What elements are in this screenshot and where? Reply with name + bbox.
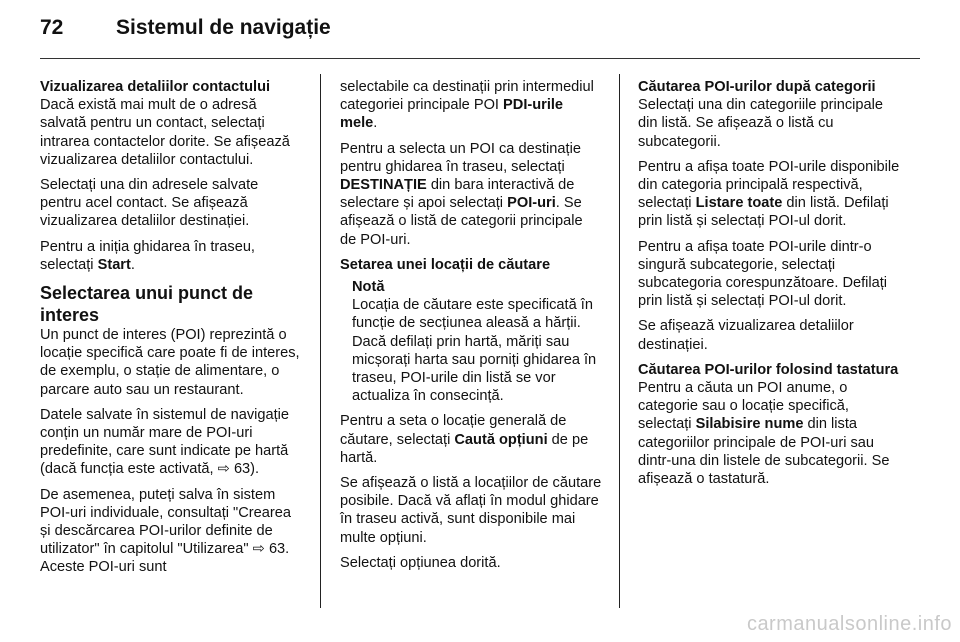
note-heading: Notă [352, 279, 385, 296]
paragraph: Se afișează vizualizarea detaliilor destinației. [638, 318, 854, 353]
page-number: 72 [40, 16, 64, 39]
note-box [340, 278, 602, 405]
paragraph: Pentru a selecta un POI ca destinație pentru ghidarea în traseu, selectați DESTINAȚIE din bara interactivă de selectare și apoi selectați POI-uri. Se afișează o listă de categorii principale de POI-uri. [340, 140, 583, 248]
column-3 [638, 78, 904, 495]
column-1 [40, 78, 302, 584]
watermark: carmanualsonline.info [746, 613, 952, 635]
paragraph: Datele salvate în sistemul de navigație conțin un număr mare de POI-uri predefinite, care sunt indicate pe hartă (dacă funcția este activată, ⇨ 63). [40, 406, 290, 478]
paragraph: Pentru a seta o locație generală de căutare, selectați Caută opțiuni de pe hartă. [340, 413, 589, 466]
paragraph: selectabile ca destinații prin intermediul categoriei principale POI PDI-urile mele. [340, 79, 594, 132]
ui-term: POI-uri [507, 195, 556, 212]
ui-term: Listare toate [695, 195, 783, 212]
ui-term: PDI-urile mele [340, 97, 564, 132]
paragraph: Un punct de interes (POI) reprezintă o locație specifică care poate fi de interes, de exemplu, o stație de alimentare, o parcare auto sau un restaurant. [40, 327, 300, 398]
paragraph: De asemenea, puteți salva în sistem POI-uri individuale, consultați "Crearea și descărcarea POI-urilor definite de utilizator" în capitolul "Utilizarea" ⇨ 63. Aceste POI-uri sunt [40, 486, 291, 576]
paragraph: Pentru a afișa toate POI-urile dintr-o singură subcategorie, selectați subcategoria corespunzătoare. Defilați prin listă și selectați POI-ul dorit. [638, 238, 888, 310]
heading-contact-details: Vizualizarea detaliilor contactului [40, 79, 271, 95]
ui-term: Start [97, 256, 131, 273]
paragraph: Selectați una din adresele salvate pentru acel contact. Se afișează vizualizarea detaliilor destinației. [40, 177, 259, 230]
column-2 [340, 78, 602, 579]
paragraph: Pentru a afișa toate POI-urile disponibile din categoria principală respectivă, selectați Listare toate din listă. Defilați prin listă și selectați POI-ul dorit. [638, 158, 900, 230]
heading-poi-by-keyboard: Căutarea POI-urilor folosind tastatura [638, 361, 899, 378]
page-title: Sistemul de navigație [116, 16, 331, 39]
note-text: Locația de căutare este specificată în funcție de secțiunea aleasă a hărții. Dacă defilați prin hartă, măriți sau micșorați harta sau porniți ghidarea în traseu, POI-urile din listă se vor actualiza în consecință. [352, 297, 597, 405]
paragraph: Selectați una din categoriile principale din listă. Se afișează o listă cu subcategorii. [638, 97, 884, 150]
paragraph: Se afișează o listă a locațiilor de căutare posibile. Dacă vă aflați în modul ghidare în traseu activă, sunt disponibile mai multe opțiuni. [340, 475, 602, 546]
paragraph: Pentru a iniția ghidarea în traseu, selectați Start. [40, 238, 255, 273]
ui-term: Caută opțiuni [454, 431, 548, 448]
page-reference: ⇨ 63 [217, 461, 251, 478]
heading-search-location: Setarea unei locații de căutare [340, 256, 551, 273]
page-reference: ⇨ 63 [252, 541, 286, 558]
paragraph: Pentru a căuta un POI anume, o categorie sau o locație specifică, selectați Silabisire nume din lista categoriilor principale de POI-uri sau dintr-una din listele de subcategorii. Se afișează o tastatură. [638, 380, 890, 488]
section-heading-poi: Selectarea unui punct de interes [40, 283, 254, 326]
ui-term: DESTINAȚIE [340, 177, 427, 194]
column-divider [320, 74, 321, 608]
page-header [40, 16, 920, 56]
paragraph: Dacă există mai mult de o adresă salvată pentru un contact, selectați intrarea contactelor dorite. Se afișează vizualizarea detaliilor contactului. [40, 97, 290, 168]
column-divider [619, 74, 620, 608]
paragraph: Selectați opțiunea dorită. [340, 554, 501, 571]
heading-poi-by-category: Căutarea POI-urilor după categorii [638, 79, 876, 95]
ui-term: Silabisire nume [695, 416, 804, 433]
header-rule [40, 58, 920, 59]
